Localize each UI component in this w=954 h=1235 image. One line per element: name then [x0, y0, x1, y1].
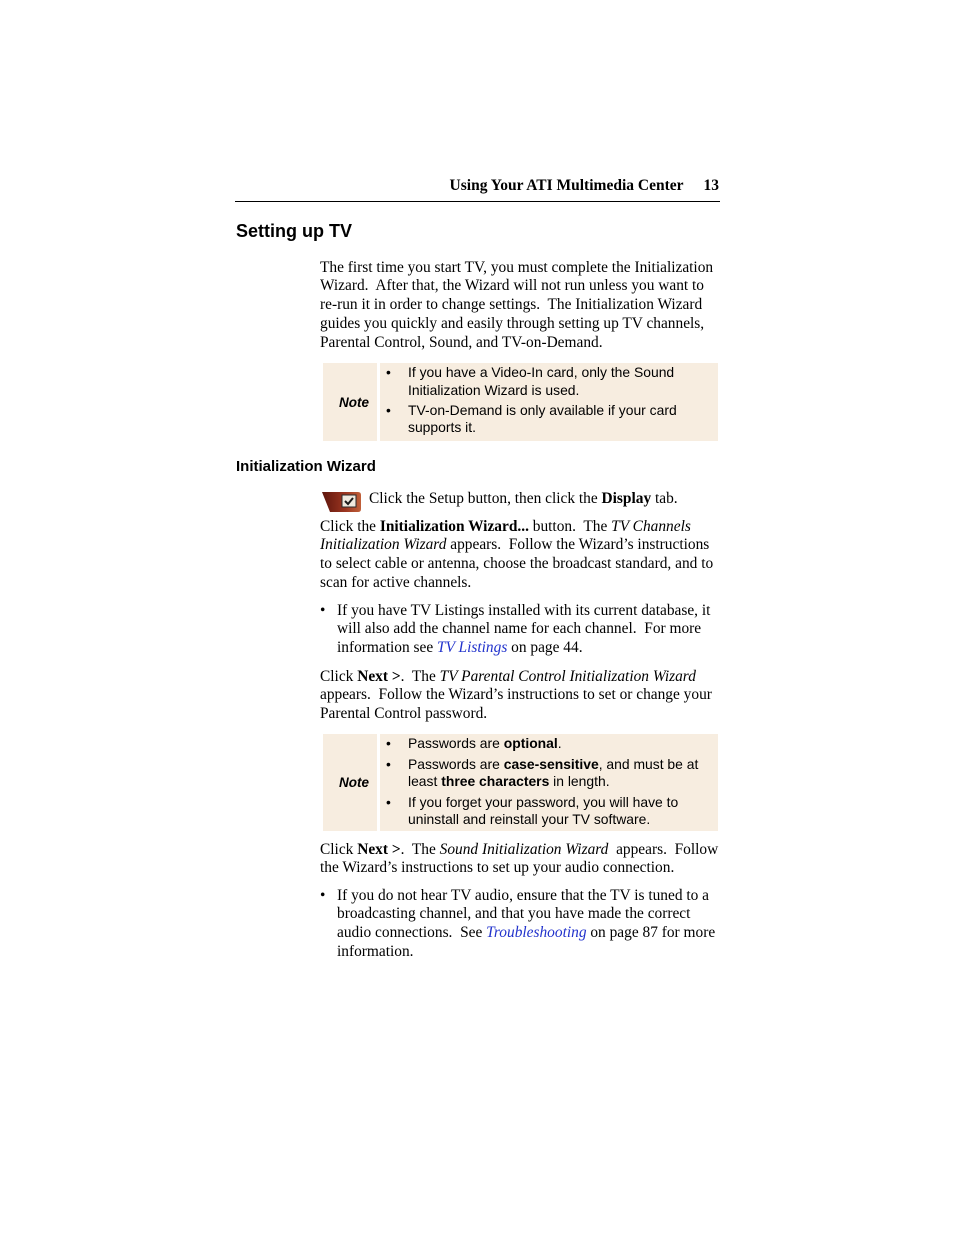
paragraph-line: broadcasting channel, and that you have made the correct [337, 905, 691, 923]
paragraph-line: scan for active channels. [320, 573, 472, 591]
bullet-marker: • [386, 364, 391, 380]
audio-troubleshooting-bullet [320, 887, 715, 962]
tv-listings-bullet [320, 602, 710, 658]
note-bullet-item [386, 735, 713, 753]
paragraph-line: Wizard. After that, the Wizard will not run unless you want to [320, 277, 705, 295]
text-run: audio connections. See [337, 924, 487, 941]
paragraph-line [320, 668, 712, 687]
paragraph-line: If you have TV Listings installed with its current database, it [337, 601, 711, 619]
paragraph-line: The first time you start TV, you must complete the Initialization [320, 258, 714, 276]
note-body [380, 363, 718, 441]
step-initialization-wizard [320, 518, 713, 593]
wizard-name: Initialization Wizard [320, 536, 447, 554]
paragraph-line: If you do not hear TV audio, ensure that the TV is tuned to a [337, 886, 710, 904]
paragraph-line [320, 841, 718, 860]
text-run: Click [320, 840, 358, 858]
paragraph-line: Parental Control, Sound, and TV-on-Demand. [320, 333, 603, 351]
paragraph-line [337, 924, 715, 943]
text-run: , and must be at least [408, 755, 699, 789]
step-setup-display [369, 490, 678, 509]
bullet-marker: • [386, 401, 391, 418]
text-run: tab. [651, 489, 678, 507]
note-bullet-text [408, 735, 713, 753]
emphasis-case-sensitive: case-sensitive [503, 755, 599, 772]
note-body [380, 734, 718, 831]
bullet-marker: • [386, 793, 391, 810]
troubleshooting-link[interactable]: Troubleshooting [486, 924, 587, 941]
next-button-term: Next > [357, 840, 401, 858]
text-run: button. The [528, 517, 612, 535]
paragraph-line: guides you quickly and easily through setting up TV channels, [320, 314, 705, 332]
page-number: 13 [703, 177, 719, 194]
note-box [323, 363, 718, 441]
header-rule [235, 201, 720, 202]
bullet-marker: • [320, 601, 326, 619]
paragraph-line [369, 490, 678, 509]
paragraph-line: information. [337, 942, 414, 960]
wizard-name: TV Parental Control Initialization Wizard [439, 667, 696, 685]
text-run: . The [400, 840, 440, 858]
text-run: Click the [320, 517, 380, 535]
text-run: Click [320, 667, 358, 685]
note-bullet-text [408, 756, 713, 791]
paragraph-line [337, 639, 710, 658]
note-bullet-text: If you forget your password, you will have to uninstall and reinstall your TV software. [408, 793, 679, 827]
running-header-title: Using Your ATI Multimedia Center [449, 177, 684, 194]
paragraph-line: appears. Follow the Wizard’s instructions to set or change your [320, 686, 712, 704]
text-run: appears. Follow [608, 840, 719, 858]
step-parental-control [320, 668, 712, 724]
text-run: Click the Setup button, then click the [369, 489, 602, 507]
display-tab-term: Display [601, 489, 652, 507]
wizard-name: Sound Initialization Wizard [439, 840, 609, 858]
note-label: Note [339, 394, 369, 410]
note-bullet-item [386, 756, 713, 791]
bullet-marker: • [386, 755, 391, 772]
bullet-marker: • [320, 886, 326, 904]
subsection-title: Initialization Wizard [236, 458, 376, 475]
paragraph-line: will also add the channel name for each channel. For more [337, 620, 702, 638]
step-sound-wizard [320, 841, 718, 879]
text-run: information see [337, 639, 438, 656]
note-bullet-item [386, 364, 713, 399]
emphasis-three-characters: three characters [441, 773, 550, 789]
paragraph-line [320, 536, 713, 555]
bullet-text [337, 887, 715, 962]
text-run: in length. [549, 773, 610, 789]
icon-checkbox [342, 495, 356, 507]
password-note-box [323, 734, 718, 831]
initialization-wizard-button-term: Initialization Wizard... [379, 517, 529, 535]
paragraph-line: Parental Control password. [320, 705, 488, 722]
note-label-cell [323, 363, 377, 441]
running-header [235, 176, 720, 196]
note-label-cell [323, 734, 377, 831]
paragraph-line: to select cable or antenna, choose the broadcast standard, and to [320, 555, 714, 572]
note-bullet-text: If you have a Video-In card, only the Sound Initialization Wizard is used. [408, 364, 675, 398]
tv-listings-link[interactable]: TV Listings [437, 639, 508, 656]
bullet-marker: • [386, 735, 391, 751]
text-run: appears. Follow the Wizard’s instructions [446, 536, 710, 554]
note-bullet-item [386, 794, 713, 829]
text-run: Passwords are [408, 755, 504, 772]
text-run: Passwords are [408, 735, 504, 751]
text-run: on page 44. [507, 639, 583, 656]
next-button-term: Next > [357, 667, 401, 685]
note-label: Note [339, 775, 369, 790]
intro-paragraph [320, 259, 713, 353]
section-title: Setting up TV [236, 221, 352, 241]
bullet-text [337, 602, 710, 658]
paragraph-line [320, 518, 713, 537]
text-run: . The [400, 667, 440, 685]
paragraph-line: the Wizard’s instructions to set up your audio connection. [320, 859, 675, 877]
text-run: on page 87 for more [586, 924, 716, 941]
paragraph-line: re-run it in order to change settings. The Initialization Wizard [320, 296, 703, 313]
wizard-name: TV Channels [611, 517, 691, 535]
note-bullet-item [386, 402, 713, 437]
note-bullet-text: TV-on-Demand is only available if your card supports it. [408, 401, 677, 435]
setup-button-icon [321, 490, 362, 513]
text-run: . [557, 735, 562, 751]
emphasis-optional: optional [503, 735, 558, 751]
